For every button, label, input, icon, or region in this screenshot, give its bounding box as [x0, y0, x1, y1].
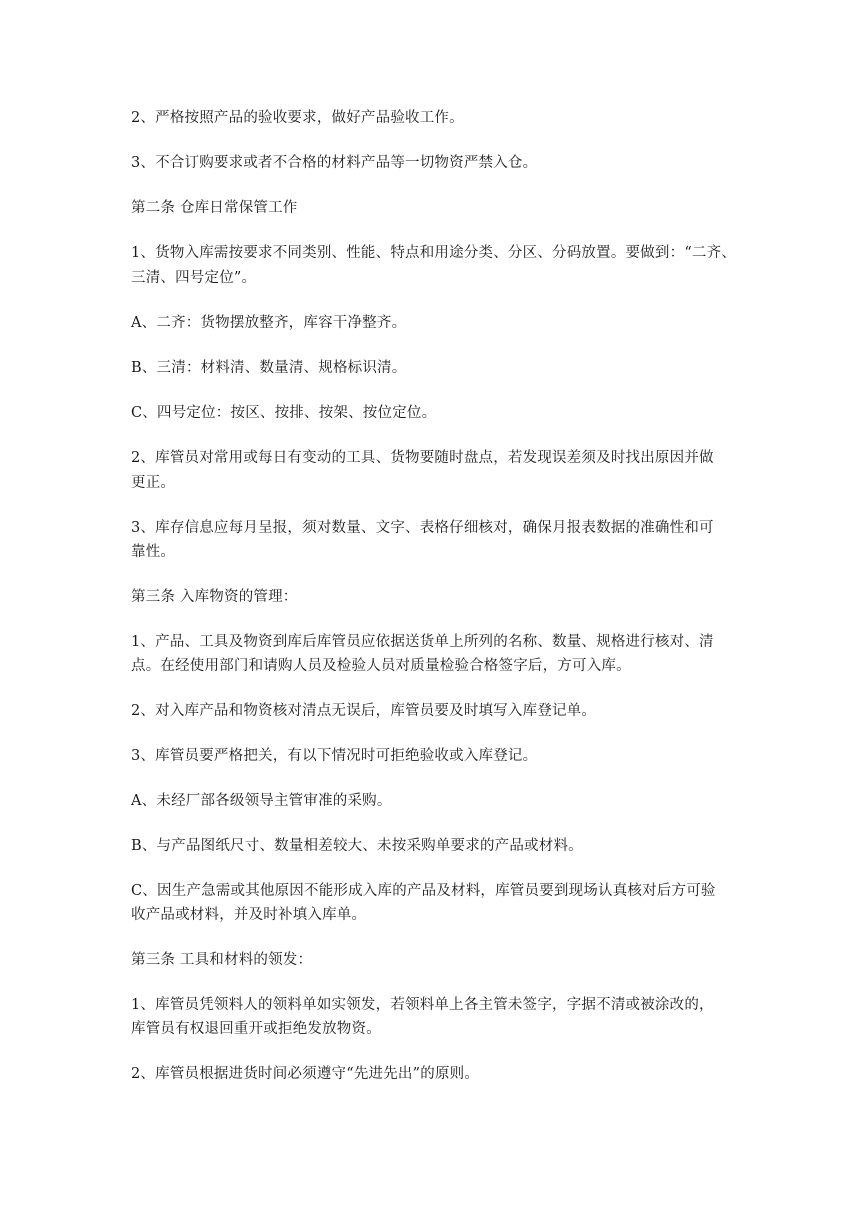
paragraph-line: B、三清：材料清、数量清、规格标识清。	[131, 360, 407, 376]
paragraph-line: 3、库管员要严格把关，有以下情况时可拒绝验收或入库登记。	[131, 748, 538, 764]
section-heading: 第二条 仓库日常保管工作	[131, 200, 298, 216]
paragraph-line: 1、库管员凭领料人的领料单如实领发，若领料单上各主管未签字，字据不清或被涂改的，	[131, 997, 714, 1013]
section-heading: 第三条 工具和材料的领发：	[131, 952, 313, 968]
paragraph-line: 3、库存信息应每月呈报，须对数量、文字、表格仔细核对，确保月报表数据的准确性和可	[131, 520, 714, 536]
paragraph-line: 2、严格按照产品的验收要求，做好产品验收工作。	[131, 110, 464, 126]
paragraph-line: 1、货物入库需按要求不同类别、性能、特点和用途分类、分区、分码放置。要做到：“二齐、	[131, 245, 737, 261]
paragraph-line: 1、产品、工具及物资到库后库管员应依据送货单上所列的名称、数量、规格进行核对、清	[131, 634, 714, 650]
paragraph-line: 库管员有权退回重开或拒绝发放物资。	[131, 1021, 381, 1037]
section-heading: 第三条 入库物资的管理：	[131, 589, 298, 605]
paragraph-line: 2、库管员对常用或每日有变动的工具、货物要随时盘点，若发现误差须及时找出原因并做	[131, 450, 714, 466]
paragraph-line: C、因生产急需或其他原因不能形成入库的产品及材料，库管员要到现场认真核对后方可验	[131, 883, 716, 899]
paragraph-line: 收产品或材料，并及时补填入库单。	[131, 907, 367, 923]
paragraph-line: A、二齐：货物摆放整齐，库容干净整齐。	[131, 315, 407, 331]
paragraph-line: 更正。	[131, 475, 176, 491]
paragraph-line: A、未经厂部各级领导主管审准的采购。	[131, 793, 392, 809]
paragraph-line: 3、不合订购要求或者不合格的材料产品等一切物资严禁入仓。	[131, 155, 538, 171]
paragraph-line: C、四号定位：按区、按排、按架、按位定位。	[131, 405, 437, 421]
paragraph-line: 点。在经使用部门和请购人员及检验人员对质量检验合格签字后，方可入库。	[131, 658, 631, 674]
paragraph-line: 三清、四号定位”。	[131, 270, 257, 286]
paragraph-line: 靠性。	[131, 544, 176, 560]
paragraph-line: 2、库管员根据进货时间必须遵守“先进先出”的原则。	[131, 1066, 480, 1082]
paragraph-line: B、与产品图纸尺寸、数量相差较大、未按采购单要求的产品或材料。	[131, 838, 583, 854]
paragraph-line: 2、对入库产品和物资核对清点无误后，库管员要及时填写入库登记单。	[131, 703, 597, 719]
